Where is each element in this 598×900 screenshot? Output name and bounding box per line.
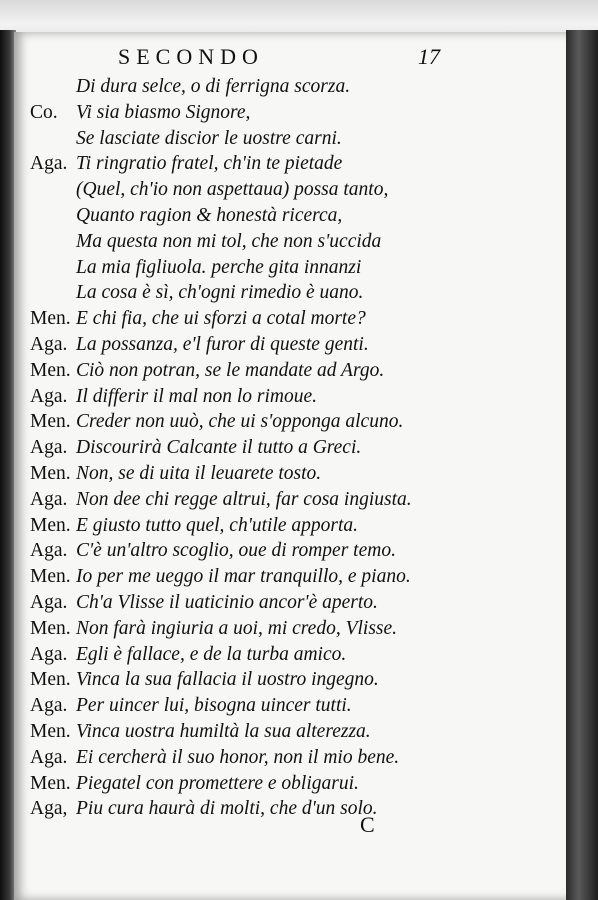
verse-text: C'è un'altro scoglio, oue di romper temo. (76, 540, 396, 562)
speaker-label: Aga. (30, 746, 68, 768)
speaker-label: Men. (30, 772, 71, 794)
verse-line (0, 177, 598, 203)
verse-text: Non dee chi regge altrui, far cosa ingiusta. (76, 488, 412, 510)
verse-text: Vi sia biasmo Signore, (76, 101, 251, 123)
verse-line (0, 126, 598, 152)
speaker-label: Aga, (30, 798, 68, 820)
verse-line (0, 719, 598, 745)
speaker-label: Aga. (30, 643, 68, 665)
speaker-label: Men. (30, 462, 71, 484)
verse-text: Il differir il mal non lo rimoue. (76, 385, 318, 407)
speaker-label: Men. (30, 566, 71, 588)
verse-text: Ei cercherà il suo honor, non il mio bene. (76, 746, 400, 768)
speaker-label: Co. (30, 101, 58, 123)
verse-text: Non, se di uita il leuarete tosto. (76, 462, 322, 484)
verse-text: La possanza, e'l furor di queste genti. (76, 333, 369, 355)
speaker-label: Men. (30, 411, 71, 433)
verse-text: Se lasciate discior le uostre carni. (76, 127, 342, 149)
speaker-label: Men. (30, 720, 71, 742)
verse-line (0, 616, 598, 642)
verse-text: Ch'a Vlisse il uaticinio ancor'è aperto. (76, 591, 378, 613)
speaker-label: Aga. (30, 540, 68, 562)
verse-text: Per uincer lui, bisogna uincer tutti. (76, 695, 352, 717)
verse-text: Ti ringratio fratel, ch'in te pietade (76, 153, 343, 175)
verse-text: Vinca la sua fallacia il uostro ingegno. (76, 669, 379, 691)
verse-text: Ma questa non mi tol, che non s'uccida (76, 230, 382, 252)
verse-text: Di dura selce, o di ferrigna scorza. (76, 76, 351, 97)
verse-text: (Quel, ch'io non aspettaua) possa tanto, (76, 179, 389, 201)
speaker-label: Aga. (30, 488, 68, 510)
speaker-label: Men. (30, 669, 71, 691)
speaker-label: Men. (30, 514, 71, 536)
speaker-label: Aga. (30, 437, 68, 459)
verse-line (0, 409, 598, 435)
verse-block (0, 74, 598, 822)
verse-line (0, 538, 598, 564)
verse-line (0, 151, 598, 177)
verse-text: La cosa è sì, ch'ogni rimedio è uano. (76, 282, 364, 304)
verse-line (0, 229, 598, 255)
verse-line (0, 487, 598, 513)
verse-text: Piegatel con promettere e obligarui. (76, 772, 359, 794)
verse-text: Ciò non potran, se le mandate ad Argo. (76, 359, 385, 381)
verse-text: Quanto ragion & honestà ricerca, (76, 204, 343, 226)
verse-line (0, 435, 598, 461)
speaker-label: Men. (30, 359, 71, 381)
speaker-label: Men. (30, 617, 71, 639)
catchword: C (360, 812, 375, 837)
verse-text: E chi fia, che ui sforzi a cotal morte? (76, 308, 366, 330)
running-head: SECONDO (118, 44, 264, 69)
verse-line (0, 280, 598, 306)
speaker-label: Aga. (30, 153, 68, 175)
verse-text: Egli è fallace, e de la turba amico. (76, 643, 347, 665)
verse-line (0, 74, 598, 100)
verse-text: La mia figliuola. perche gita innanzi (76, 256, 362, 278)
verse-line (0, 590, 598, 616)
verse-line (0, 332, 598, 358)
verse-line (0, 203, 598, 229)
verse-line (0, 358, 598, 384)
verse-line (0, 100, 598, 126)
page-header (0, 44, 598, 72)
speaker-label: Aga. (30, 695, 68, 717)
speaker-label: Men. (30, 308, 71, 330)
verse-line (0, 796, 598, 822)
verse-line (0, 461, 598, 487)
verse-text: Creder non uuò, che ui s'opponga alcuno. (76, 411, 404, 433)
verse-text: Non farà ingiuria a uoi, mi credo, Vlisse. (76, 617, 398, 639)
verse-line (0, 564, 598, 590)
verse-text: Vinca uostra humiltà la sua alterezza. (76, 720, 371, 742)
verse-line (0, 513, 598, 539)
page-number: 17 (418, 44, 440, 69)
speaker-label: Aga. (30, 385, 68, 407)
verse-text: Discourirà Calcante il tutto a Greci. (76, 437, 362, 459)
verse-line (0, 384, 598, 410)
verse-line (0, 667, 598, 693)
verse-line (0, 693, 598, 719)
verse-line (0, 306, 598, 332)
verse-text: E giusto tutto quel, ch'utile apporta. (76, 514, 359, 536)
verse-line (0, 771, 598, 797)
speaker-label: Aga. (30, 333, 68, 355)
speaker-label: Aga. (30, 591, 68, 613)
verse-text: Io per me ueggo il mar tranquillo, e piano. (76, 566, 411, 588)
verse-line (0, 642, 598, 668)
verse-line (0, 745, 598, 771)
verse-line (0, 255, 598, 281)
verse-text: Piu cura haurà di molti, che d'un solo. (76, 798, 378, 820)
